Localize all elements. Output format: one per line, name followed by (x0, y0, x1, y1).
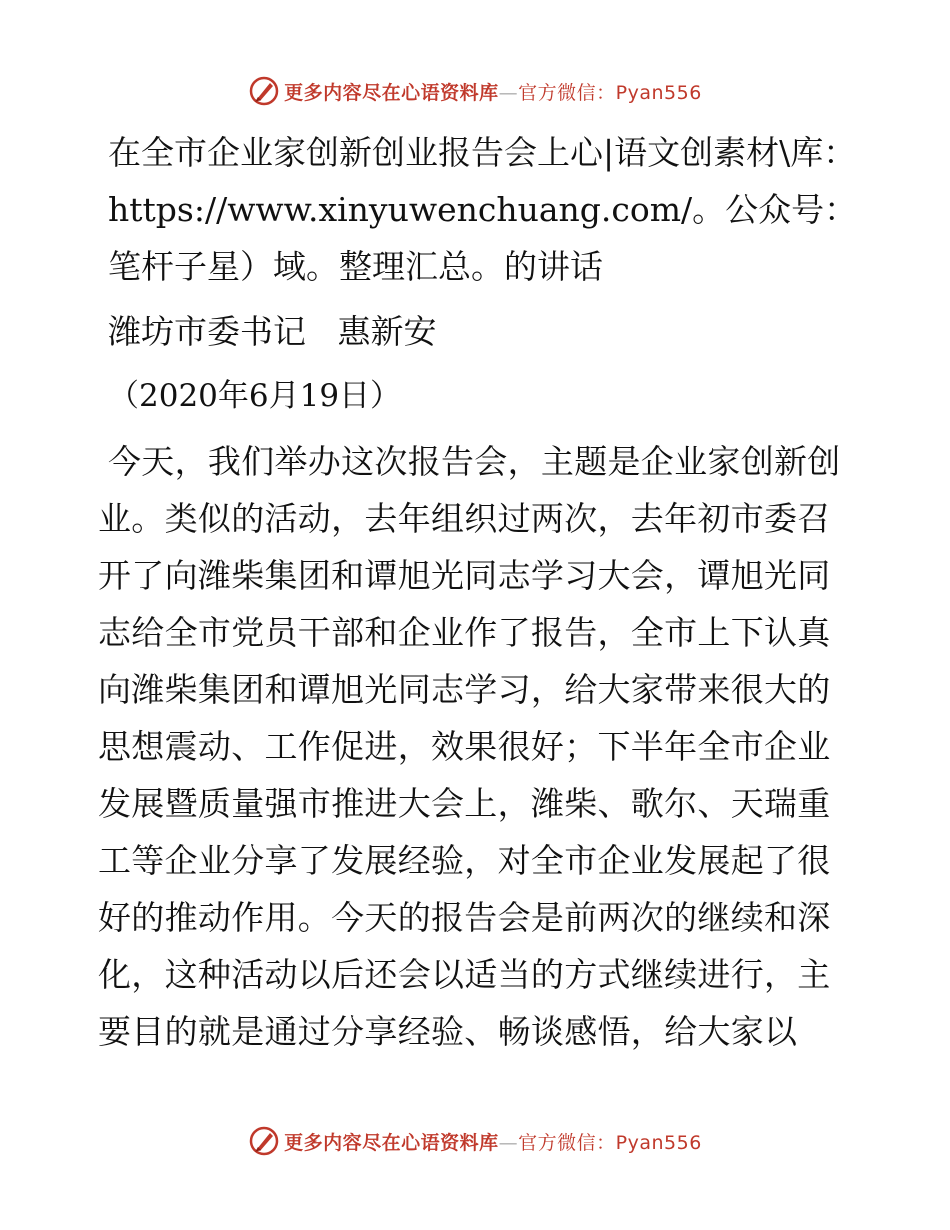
watermark-main-text: 更多内容尽在心语资料库 (284, 81, 499, 104)
watermark-separator: — (498, 81, 519, 104)
quill-pen-logo-icon (248, 75, 280, 107)
quill-pen-logo-icon (248, 1125, 280, 1157)
watermark-contact-text: 官方微信：Pyan556 (518, 1131, 702, 1154)
watermark-separator: — (498, 1131, 519, 1154)
watermark-main-text: 更多内容尽在心语资料库 (284, 1131, 499, 1154)
document-date: （2020年6月19日） (108, 378, 402, 414)
document-author: 潍坊市委书记 惠新安 (108, 312, 437, 351)
document-body (98, 124, 858, 1060)
body-paragraph: 今天，我们举办这次报告会，主题是企业家创新创业。类似的活动，去年组织过两次，去年初市委召开了向潍柴集团和谭旭光同志学习大会，谭旭光同志给全市党员干部和企业作了报告，全市上下认真向潍柴集团和谭旭光同志学习，给大家带来很大的思想震动、工作促进，效果很好；下半年全市企业发展暨质量强市推进大会上，潍柴、歌尔、天瑞重工等企业分享了发展经验，对全市企业发展起了很好的推动作用。今天的报告会是前两次的继续和深化，这种活动以后还会以适当的方式继续进行，主要目的就是通过分享经验、畅谈感悟，给大家以 (98, 442, 841, 1051)
watermark-contact-text: 官方微信：Pyan556 (518, 81, 702, 104)
document-title: 在全市企业家创新创业报告会上心|语文创素材\库：https://www.xinyuwenchuang.com/。公众号：笔杆子星）域。整理汇总。的讲话 (108, 133, 858, 286)
watermark-banner-top (0, 74, 950, 108)
watermark-banner-bottom (0, 1124, 950, 1158)
